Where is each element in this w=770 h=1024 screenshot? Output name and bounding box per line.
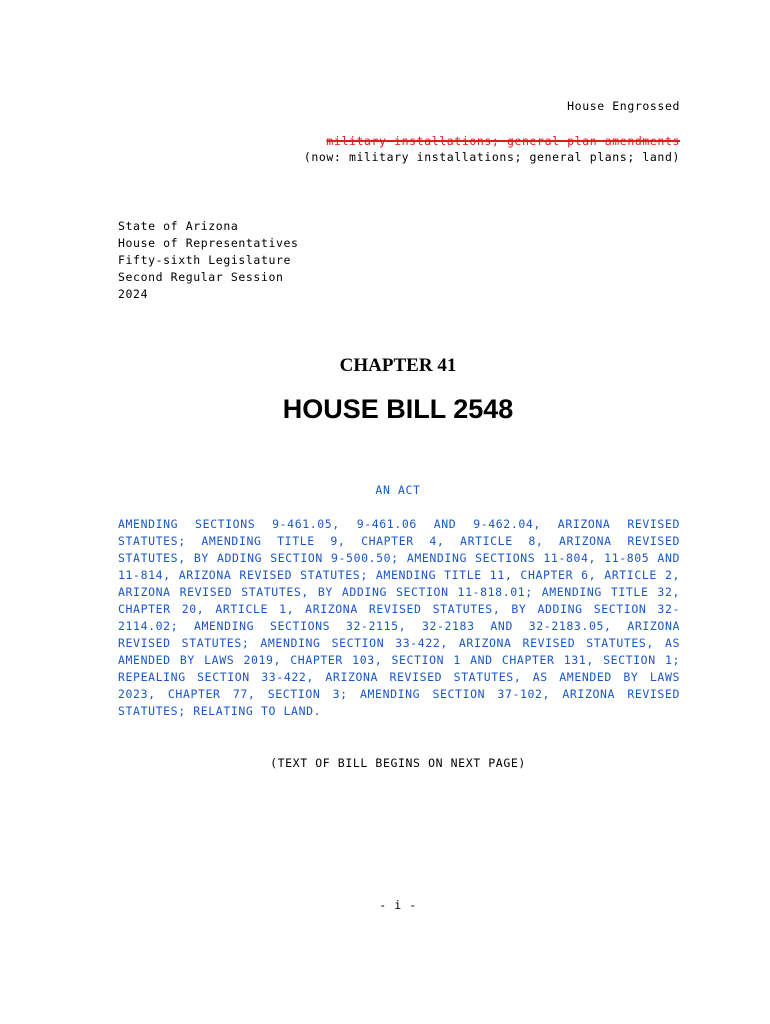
- year-line: 2024: [118, 287, 149, 301]
- session-line: Second Regular Session: [118, 270, 284, 284]
- act-heading: AN ACT: [375, 483, 421, 497]
- legislature-line: Fifty-sixth Legislature: [118, 253, 292, 267]
- text-begins-notice: (TEXT OF BILL BEGINS ON NEXT PAGE): [270, 756, 526, 770]
- chamber-line: House of Representatives: [118, 236, 299, 250]
- chapter-heading: CHAPTER 41: [339, 355, 457, 376]
- state-line: State of Arizona: [118, 219, 239, 233]
- act-description: AMENDING SECTIONS 9-461.05, 9-461.06 AND 9-462.04, ARIZONA REVISED STATUTES; AMENDING TITLE 9, CHAPTER 4, ARTICLE 8, ARIZONA REVISED STATUTES, BY ADDING SECTION 9-500.50; AMENDING SECTIONS 11-804, 11-805 AND 11-814, ARIZONA REVISED STATUTES; AMENDING TITLE 11, CHAPTER 6, ARTICLE 2, ARIZONA REVISED STATUTES, BY ADDING SECTION 11-818.01; AMENDING TITLE 32, CHAPTER 20, ARTICLE 1, ARIZONA REVISED STATUTES, BY ADDING SECTION 32-2114.02; AMENDING SECTIONS 32-2115, 32-2183 AND 32-2183.05, ARIZONA REVISED STATUTES; AMENDING SECTION 33-422, ARIZONA REVISED STATUTES, AS AMENDED BY LAWS 2019, CHAPTER 103, SECTION 1 AND CHAPTER 131, SECTION 1; REPEALING SECTION 33-422, ARIZONA REVISED STATUTES, AS AMENDED BY LAWS 2023, CHAPTER 77, SECTION 3; AMENDING SECTION 37-102, ARIZONA REVISED STATUTES; RELATING TO LAND.: [118, 517, 680, 718]
- legislature-info: [118, 218, 299, 303]
- new-title: (now: military installations; general plans; land): [303, 150, 680, 164]
- bill-number-heading: HOUSE BILL 2548: [282, 394, 514, 424]
- short-title-block: [304, 134, 680, 166]
- struck-old-title: military installations; general plan amendments: [326, 134, 680, 148]
- page-number: - i -: [379, 898, 417, 912]
- engrossed-status: House Engrossed: [567, 99, 680, 113]
